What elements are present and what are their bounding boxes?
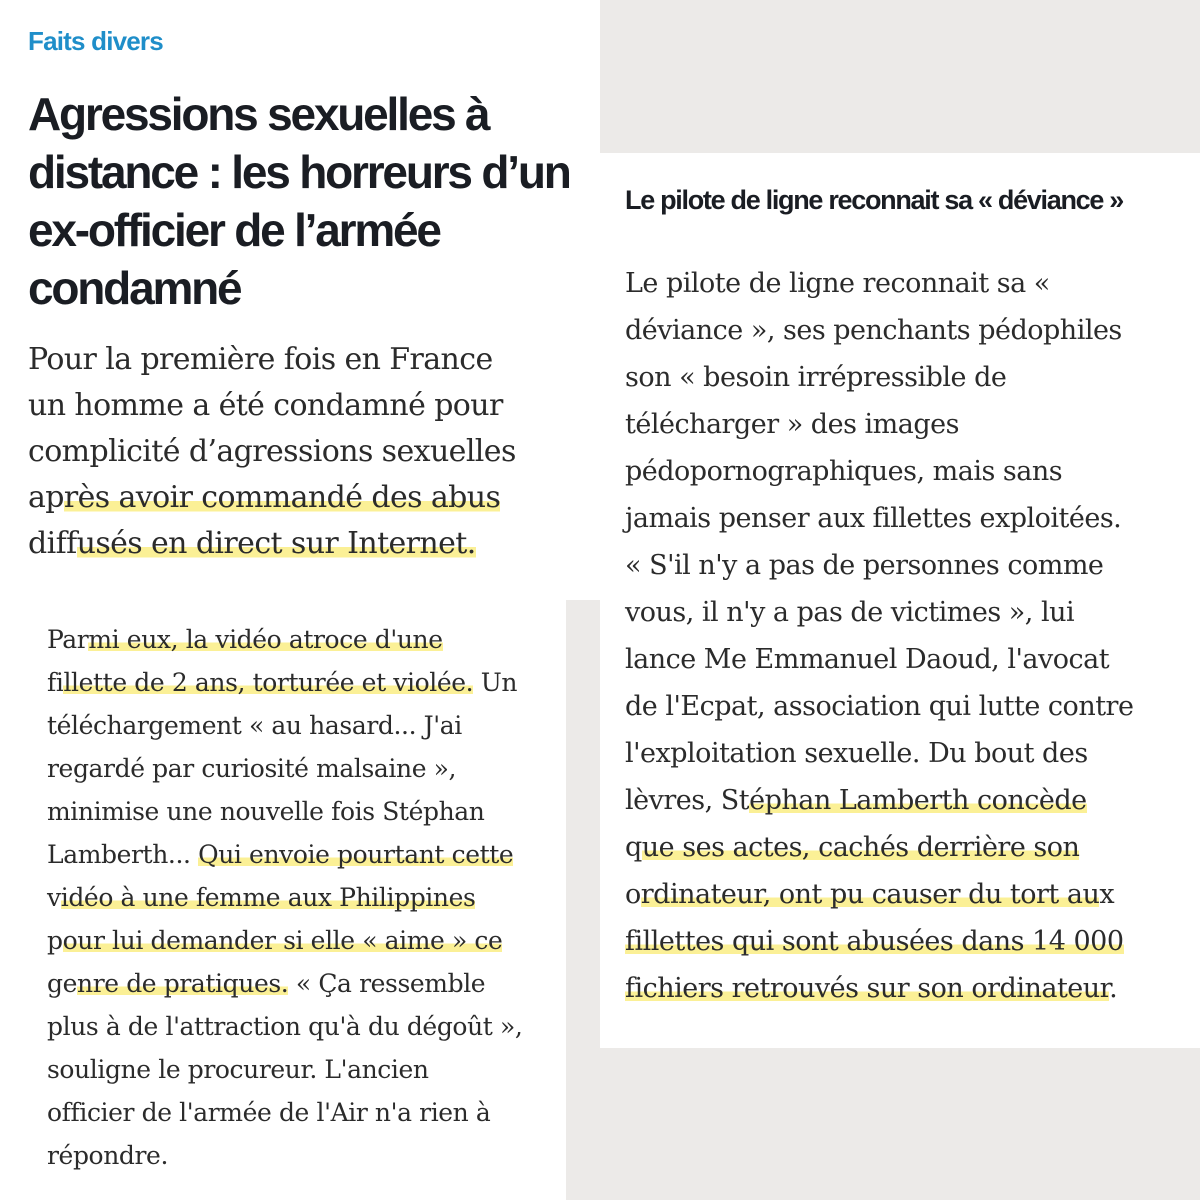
text-line [625, 636, 1200, 683]
text-line [47, 704, 566, 747]
text-segment: Pour la première fois en France [28, 342, 493, 377]
highlighted-text: idéo à une femme aux Philippines [60, 883, 476, 912]
text-line [625, 260, 1200, 307]
highlighted-text: llette de 2 ans, torturée et violée. [63, 668, 474, 697]
text-segment: jamais penser aux fillettes exploitées. [625, 503, 1122, 534]
left-excerpt-panel [0, 600, 566, 1200]
highlighted-text: Qui envoie pourtant cette [198, 840, 514, 869]
text-segment: Le pilote de ligne reconnait sa « [625, 268, 1050, 299]
highlighted-text: usés en direct sur Internet. [76, 526, 476, 561]
highlighted-text: nre de pratiques. [77, 969, 289, 998]
article-chapo [28, 337, 600, 567]
text-line [47, 747, 566, 790]
highlighted-text: éphan Lamberth concède [749, 785, 1087, 816]
text-line [47, 876, 566, 919]
text-segment: répondre. [47, 1141, 168, 1170]
category-label[interactable]: Faits divers [28, 26, 163, 56]
text-segment: vous, il n'y a pas de victimes », lui [625, 597, 1075, 628]
text-line [28, 337, 600, 383]
text-line [625, 354, 1200, 401]
text-line [47, 833, 566, 876]
highlighted-text: rdinateur, ont pu causer du tort au [640, 879, 1100, 910]
text-segment: lance Me Emmanuel Daoud, l'avocat [625, 644, 1110, 675]
text-segment: de l'Ecpat, association qui lutte contre [625, 691, 1134, 722]
article-header-panel [0, 0, 600, 600]
text-segment: officier de l'armée de l'Air n'a rien à [47, 1098, 491, 1127]
text-segment: son « besoin irrépressible de [625, 362, 1007, 393]
text-line [28, 521, 600, 567]
text-line [625, 542, 1200, 589]
text-segment: souligne le procureur. L'ancien [47, 1055, 429, 1084]
right-excerpt-panel [600, 153, 1200, 1048]
article-headline: Agressions sexuelles à distance : les horreurs d’un ex-officier de l’armée condamné [28, 88, 570, 314]
text-segment: regardé par curiosité malsaine », [47, 754, 457, 783]
text-segment: Un [473, 668, 518, 697]
text-line [625, 777, 1200, 824]
text-line [47, 1134, 566, 1177]
text-segment: « S'il n'y a pas de personnes comme [625, 550, 1104, 581]
text-segment: ap [28, 480, 64, 515]
text-segment: plus à de l'attraction qu'à du dégoût », [47, 1012, 523, 1041]
text-line [625, 589, 1200, 636]
text-line [625, 965, 1200, 1012]
highlighted-text: our lui demander si elle « aime » ce [62, 926, 503, 955]
text-line [47, 661, 566, 704]
text-segment: x [1099, 879, 1115, 910]
highlighted-text: fichiers retrouvés sur son ordinateur [625, 973, 1110, 1004]
text-segment: diff [28, 526, 77, 561]
text-line [28, 475, 600, 521]
text-segment: minimise une nouvelle fois Stéphan [47, 797, 485, 826]
text-line [625, 448, 1200, 495]
highlighted-text: rès avoir commandé des abus [63, 480, 501, 515]
text-line [625, 495, 1200, 542]
highlighted-text: fillettes qui sont abusées dans 14 000 [625, 926, 1124, 957]
text-line [47, 618, 566, 661]
text-segment: ge [47, 969, 77, 998]
right-excerpt-text [625, 260, 1200, 1012]
text-line [28, 429, 600, 475]
left-excerpt-text [47, 618, 566, 1177]
text-segment: un homme a été condamné pour [28, 388, 503, 423]
text-segment: « Ça ressemble [288, 969, 486, 998]
text-line [625, 683, 1200, 730]
text-segment: pédopornographiques, mais sans [625, 456, 1063, 487]
text-line [625, 918, 1200, 965]
text-segment: p [47, 926, 63, 955]
text-segment: lèvres, St [625, 785, 750, 816]
text-segment: Lamberth... [47, 840, 199, 869]
text-line [28, 383, 600, 429]
highlighted-text: mi eux, la vidéo atroce d'une [88, 625, 443, 654]
text-line [47, 1091, 566, 1134]
text-segment: . [1109, 973, 1118, 1004]
text-line [625, 824, 1200, 871]
text-line [47, 790, 566, 833]
text-line [625, 307, 1200, 354]
text-segment: fi [47, 668, 64, 697]
text-line [47, 1005, 566, 1048]
text-segment: télécharger » des images [625, 409, 959, 440]
text-segment: Par [47, 625, 89, 654]
text-segment: déviance », ses penchants pédophiles [625, 315, 1122, 346]
text-line [625, 730, 1200, 777]
text-line [47, 962, 566, 1005]
text-segment: v [47, 883, 61, 912]
text-segment: q [625, 832, 642, 863]
text-line [625, 401, 1200, 448]
text-segment: complicité d’agressions sexuelles [28, 434, 516, 469]
text-line [47, 919, 566, 962]
right-excerpt-subhead: Le pilote de ligne reconnait sa « déviance » [625, 185, 1123, 215]
text-segment: l'exploitation sexuelle. Du bout des [625, 738, 1088, 769]
text-segment: o [625, 879, 641, 910]
text-line [625, 871, 1200, 918]
highlighted-text: ue ses actes, cachés derrière son [641, 832, 1080, 863]
text-segment: téléchargement « au hasard... J'ai [47, 711, 462, 740]
text-line [47, 1048, 566, 1091]
